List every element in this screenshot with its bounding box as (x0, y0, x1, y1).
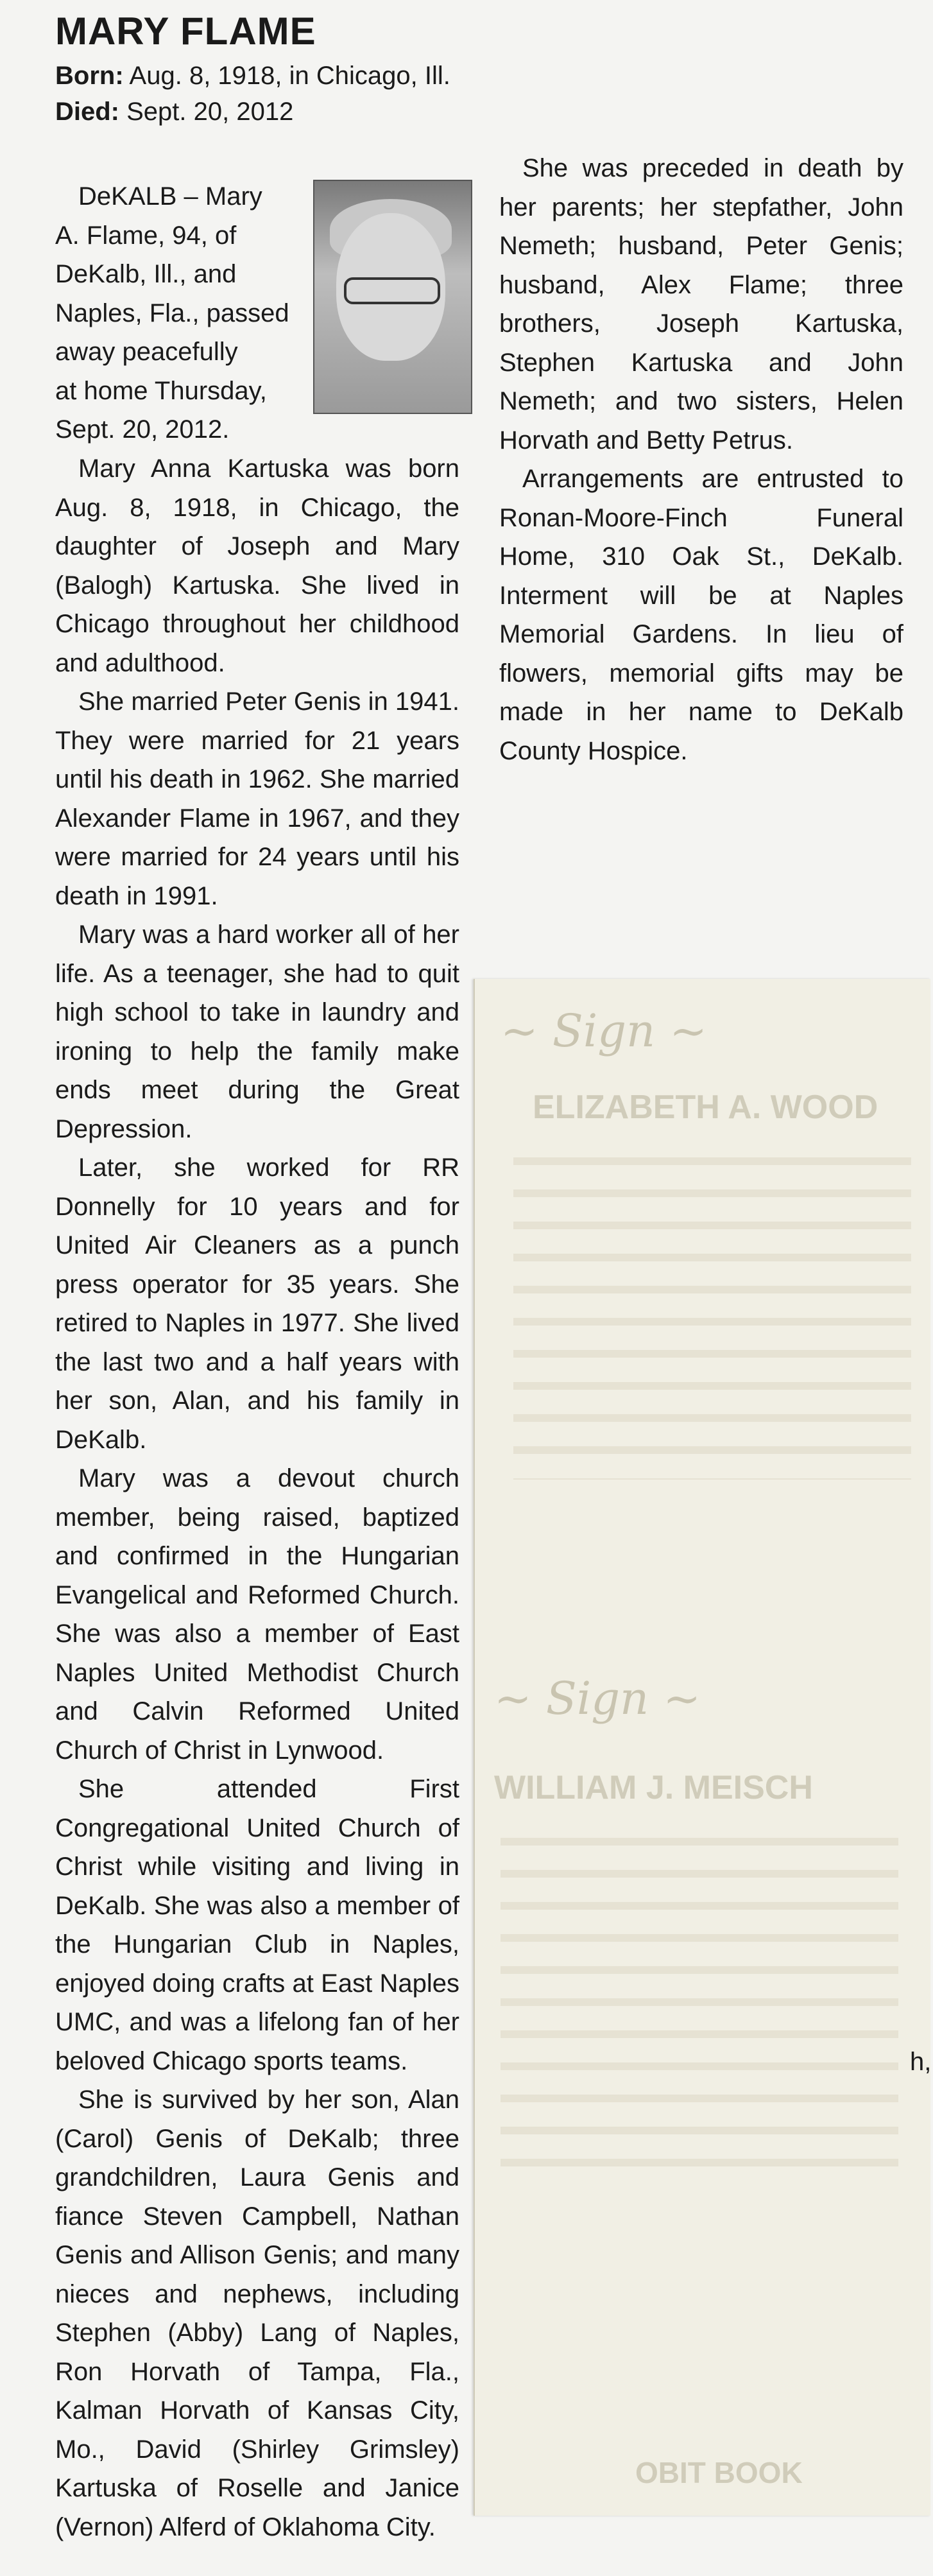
died-label: Died: (55, 98, 119, 126)
faint-text-block (513, 1146, 911, 1480)
right-column (499, 149, 903, 770)
faint-footer: OBIT BOOK (635, 2456, 803, 2489)
body-paragraph: She attended First Congregational United Church of Christ while visiting and living in DeKalb. She was also a member of the Hungarian Club in Naples, enjoyed doing crafts at East Naples UMC, and was a lifelong fan of her beloved Chicago sports teams. (55, 1775, 459, 2075)
lead-line: A. Flame, 94, of (55, 221, 237, 250)
born-line (55, 62, 450, 91)
faint-title: WILLIAM J. MEISCH (494, 1769, 813, 1806)
body-paragraph: She was preceded in death by her parents; her stepfather, John Nemeth; husband, Peter Genis; husband, Alex Flame; three brothers, Joseph Kartuska, Stephen Kartuska and John Nemeth; and two sisters, Helen Horvath and Betty Petrus. (499, 154, 903, 454)
lead-line: at home Thursday, (55, 376, 267, 405)
lead-paragraph (55, 177, 305, 449)
lead-line: Sept. 20, 2012. (55, 415, 230, 444)
faint-title: ELIZABETH A. WOOD (533, 1089, 878, 1126)
lead-line: DeKALB – Mary (78, 182, 262, 211)
body-paragraph: Mary was a devout church member, being raised, baptized and confirmed in the Hungarian Evangelical and Reformed Church. She was also a member of East Naples United Methodist Church and Calvin Reformed United Church of Christ in Lynwood. (55, 1464, 459, 1765)
born-label: Born: (55, 62, 124, 90)
signature-scrawl: ~ Sign ~ (501, 1005, 708, 1057)
faint-text-block (501, 1826, 898, 2186)
lead-line: away peacefully (55, 338, 238, 366)
lead-line: Naples, Fla., passed (55, 298, 289, 327)
overlaid-clipping (474, 979, 930, 2516)
body-paragraph: She married Peter Genis in 1941. They were married for 21 years until his death in 1962. She married Alexander Flame in 1967, and they were married for 24 years until his death in 1991. (55, 687, 459, 910)
signature-scrawl: ~ Sign ~ (494, 1672, 701, 1725)
died-value: Sept. 20, 2012 (126, 98, 294, 126)
body-paragraph: Later, she worked for RR Donnelly for 10 years and for United Air Cleaners as a punch press operator for 35 years. She retired to Naples in 1977. She lived the last two and a half years with her son, Alan, and his family in DeKalb. (55, 1154, 459, 1454)
body-paragraph: Mary was a hard worker all of her life. As a teenager, she had to quit high school to take in laundry and ironing to help the family make ends meet during the Great Depression. (55, 921, 459, 1143)
body-paragraph: Mary Anna Kartuska was born Aug. 8, 1918, in Chicago, the daughter of Joseph and Mary (Balogh) Kartuska. She lived in Chicago throughout her childhood and adulthood. (55, 454, 459, 677)
died-line (55, 98, 293, 126)
left-column (55, 449, 459, 2546)
body-paragraph: Arrangements are entrusted to Ronan-Moore-Finch Funeral Home, 310 Oak St., DeKalb. Interment will be at Naples Memorial Gardens. In lieu of flowers, memorial gifts may be made in her name to DeKalb County Hospice. (499, 465, 903, 765)
obituary-name: MARY FLAME (55, 10, 316, 53)
clipped-letter: h, (910, 2048, 932, 2076)
lead-line: DeKalb, Ill., and (55, 260, 237, 288)
body-paragraph: She is survived by her son, Alan (Carol) Genis of DeKalb; three grandchildren, Laura Genis and fiance Steven Campbell, Nathan Genis and Allison Genis; and many nieces and nephews, including Stephen (Abby) Lang of Naples, Ron Horvath of Tampa, Fla., Kalman Horvath of Kansas City, Mo., David (Shirley Grimsley) Kartuska of Roselle and Janice (Vernon) Alferd of Oklahoma City. (55, 2086, 459, 2541)
born-value: Aug. 8, 1918, in Chicago, Ill. (129, 62, 450, 90)
portrait-photo (313, 180, 472, 414)
